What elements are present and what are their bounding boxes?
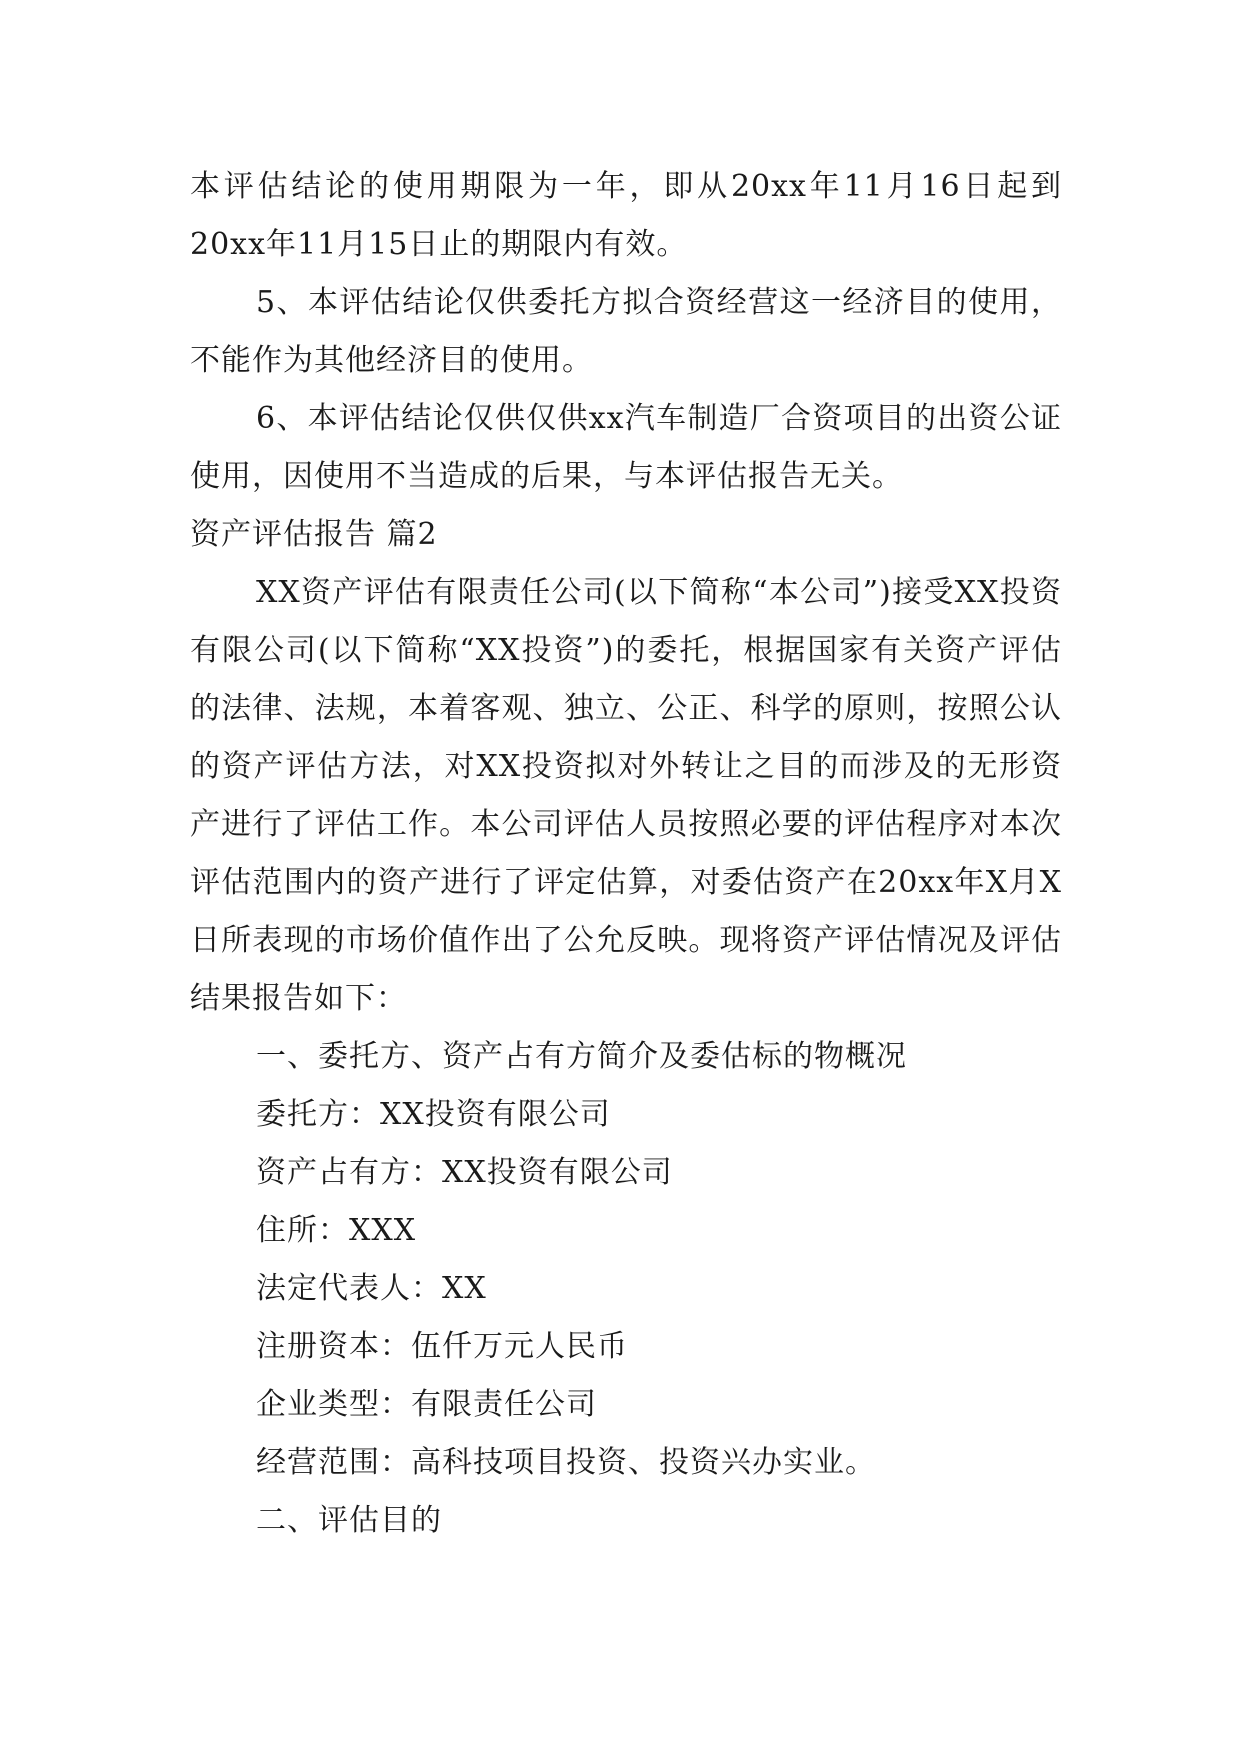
field-business-scope: 经营范围：高科技项目投资、投资兴办实业。 [256,1445,876,1480]
field-legal-representative: 法定代表人：XX [256,1271,487,1306]
document-body [190,158,1062,1550]
field-asset-holder: 资产占有方：XX投资有限公司 [256,1155,673,1190]
section-heading: 资产评估报告 篇2 [190,517,438,552]
paragraph-item-6: 6、本评估结论仅供仅供xx汽车制造厂合资项目的出资公证使用，因使用不当造成的后果，与本评估报告无关。 [190,401,1062,494]
field-address: 住所：XXX [256,1213,417,1248]
field-company-type: 企业类型：有限责任公司 [256,1387,597,1422]
field-client: 委托方：XX投资有限公司 [256,1097,611,1132]
field-registered-capital: 注册资本：伍仟万元人民币 [256,1329,628,1364]
subheading-client-overview: 一、委托方、资产占有方简介及委估标的物概况 [256,1039,907,1074]
paragraph-item-5: 5、本评估结论仅供委托方拟合资经营这一经济目的使用，不能作为其他经济目的使用。 [190,285,1062,378]
paragraph-intro: XX资产评估有限责任公司(以下简称“本公司”)接受XX投资有限公司(以下简称“XX投资”)的委托，根据国家有关资产评估的法律、法规，本着客观、独立、公正、科学的原则，按照公认的资产评估方法，对XX投资拟对外转让之目的而涉及的无形资产进行了评估工作。本公司评估人员按照必要的评估程序对本次评估范围内的资产进行了评定估算，对委估资产在20xx年X月X日所表现的市场价值作出了公允反映。现将资产评估情况及评估结果报告如下： [190,575,1062,1016]
paragraph-validity-period: 本评估结论的使用期限为一年，即从20xx年11月16日起到20xx年11月15日止的期限内有效。 [190,169,1062,262]
subheading-evaluation-purpose: 二、评估目的 [256,1503,442,1538]
